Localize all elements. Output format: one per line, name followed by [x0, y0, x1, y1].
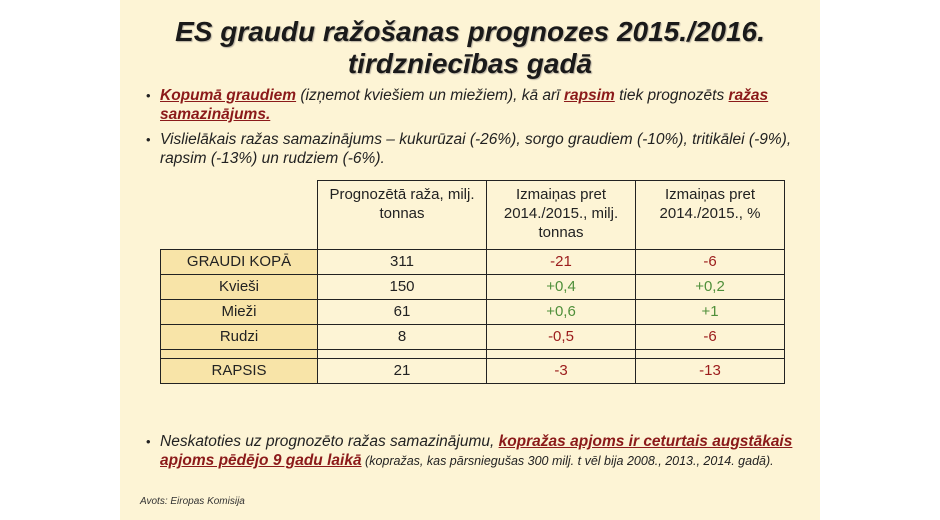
- change-percent-value: -13: [636, 359, 785, 384]
- header-change-percent: Izmaiņas pret 2014./2015., %: [636, 181, 785, 250]
- bullet-3-text-1: Neskatoties uz prognozēto ražas samazinājumu,: [160, 433, 499, 450]
- bullet-dot-icon: •: [146, 434, 151, 449]
- bullet-1: [148, 86, 798, 124]
- header-change-tonnes: Izmaiņas pret 2014./2015., milj. tonnas: [487, 181, 636, 250]
- table-row: [161, 250, 785, 275]
- row-name: Mieži: [161, 300, 318, 325]
- bullet-3: [148, 432, 798, 471]
- bullet-3-highlight: kopražas apjoms ir ceturtais augstākais apjoms pēdējo 9 gadu laikā: [160, 433, 793, 469]
- table-row: [161, 275, 785, 300]
- spacer-cell: [161, 350, 318, 359]
- bullet-1-highlight-1: Kopumā graudiem: [160, 87, 297, 104]
- bullet-dot-icon: •: [146, 88, 151, 103]
- table-header-row: [161, 181, 785, 250]
- change-tonnes-value: -21: [487, 250, 636, 275]
- change-percent-value: -6: [636, 325, 785, 350]
- change-percent-value: +0,2: [636, 275, 785, 300]
- slide: [120, 0, 820, 520]
- change-percent-value: -6: [636, 250, 785, 275]
- title-line-2: tirdzniecības gadā: [347, 48, 593, 79]
- bullet-3-small-note: (kopražas, kas pārsniegušas 300 milj. t vēl bija 2008., 2013., 2014. gadā).: [361, 454, 774, 468]
- bullet-1-text-1: (izņemot kviešiem un miežiem), kā arī: [296, 87, 564, 104]
- table-row: [161, 359, 785, 384]
- forecast-value: 311: [318, 250, 487, 275]
- forecast-value: 150: [318, 275, 487, 300]
- header-forecast: Prognozētā raža, milj. tonnas: [318, 181, 487, 250]
- table-spacer-row: [161, 350, 785, 359]
- row-name: Rudzi: [161, 325, 318, 350]
- bullet-1-text: [148, 86, 798, 124]
- row-name: GRAUDI KOPĀ: [161, 250, 318, 275]
- forecast-value: 61: [318, 300, 487, 325]
- forecast-value: 21: [318, 359, 487, 384]
- bullet-3-text: [148, 432, 798, 471]
- spacer-cell: [318, 350, 487, 359]
- title-line-1: ES graudu ražošanas prognozes 2015./2016.: [175, 16, 765, 47]
- bullet-dot-icon: •: [146, 132, 151, 147]
- row-name: RAPSIS: [161, 359, 318, 384]
- change-tonnes-value: +0,6: [487, 300, 636, 325]
- change-tonnes-value: -3: [487, 359, 636, 384]
- forecast-value: 8: [318, 325, 487, 350]
- table-corner-cell: [161, 181, 318, 250]
- slide-title: [120, 16, 820, 80]
- change-percent-value: +1: [636, 300, 785, 325]
- source-note: Avots: Eiropas Komisija: [140, 496, 245, 507]
- change-tonnes-value: +0,4: [487, 275, 636, 300]
- row-name: Kvieši: [161, 275, 318, 300]
- bullet-2: [148, 130, 798, 168]
- spacer-cell: [487, 350, 636, 359]
- bullet-2-text: Vislielākais ražas samazinājums – kukurūzai (-26%), sorgo graudiem (-10%), tritikālei (-9%), rapsim (-13%) un rudziem (-6%).: [160, 131, 792, 167]
- table-row: [161, 325, 785, 350]
- table-row: [161, 300, 785, 325]
- bullet-1-highlight-2: rapsim: [563, 87, 615, 104]
- bullet-1-highlight-3: ražas samazinājums.: [160, 87, 769, 123]
- forecast-table: [160, 180, 785, 384]
- change-tonnes-value: -0,5: [487, 325, 636, 350]
- spacer-cell: [636, 350, 785, 359]
- bullet-1-text-2: tiek prognozēts: [614, 87, 729, 104]
